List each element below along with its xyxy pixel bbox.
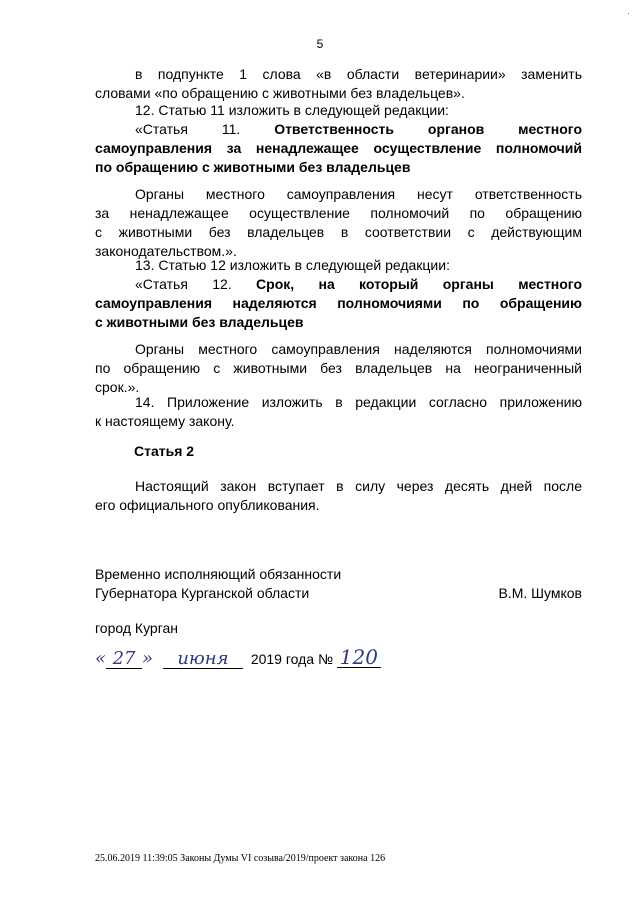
item-11-line1: в подпункте 1 слова «в области ветеринарии» заменить xyxy=(135,66,582,82)
article-12-heading-line2: самоуправления наделяются полномочиями по обращению xyxy=(95,295,582,311)
article-11-body-line1: Органы местного самоуправления несут ответственность xyxy=(135,186,582,202)
article-12-body-line1: Органы местного самоуправления наделяются полномочиями xyxy=(135,341,582,357)
item-14-line2: к настоящему закону. xyxy=(95,413,235,429)
article-11-body-line3: с животными без владельцев в соответствии с действующим xyxy=(95,224,582,240)
date-quote-open: « xyxy=(95,648,107,669)
article-2-line2: его официального опубликования. xyxy=(95,497,320,513)
item-13 xyxy=(95,256,582,332)
article-2-body xyxy=(95,477,582,515)
article-11-heading-line2: самоуправления за ненадлежащее осуществление полномочий xyxy=(95,140,582,156)
signer-position xyxy=(95,565,341,603)
article-12-heading-line1: «Статья 12. Срок, на который органы местного xyxy=(135,276,583,292)
article-12-body xyxy=(95,340,582,397)
article-12-heading-line3: с животными без владельцев xyxy=(95,314,304,330)
corner-mark: · xyxy=(627,8,630,18)
article-11-heading-line1: «Статья 11. Ответственность органов местного xyxy=(135,121,582,137)
article-11-heading-line3: по обращению с животными без владельцев xyxy=(95,159,411,175)
article-12-body-line3: срок.». xyxy=(95,379,140,395)
item-12-intro: 12. Статью 11 изложить в следующей редакции: xyxy=(135,102,449,118)
date-month: июня xyxy=(163,649,243,669)
article-11-body-line4: законодательством.». xyxy=(95,243,237,259)
item-11-text xyxy=(95,65,582,103)
date-day: 27 xyxy=(106,649,142,669)
item-14-line1: 14. Приложение изложить в редакции согласно приложению xyxy=(135,394,582,410)
signer-position-line1: Временно исполняющий обязанности xyxy=(95,566,342,582)
page-number: 5 xyxy=(316,37,324,51)
date-year: 2019 года № xyxy=(250,651,333,667)
item-12 xyxy=(95,101,582,177)
article-12-body-line2: по обращению с животными без владельцев на неограниченный xyxy=(95,360,582,376)
item-11-line2: словами «по обращению с животными без владельцев». xyxy=(95,85,465,101)
article-2-heading: Статья 2 xyxy=(134,443,195,459)
footer-note: 25.06.2019 11:39:05 Законы Думы VI созыва/2019/проект закона 126 xyxy=(95,853,386,864)
date-line xyxy=(95,645,381,669)
article-11-body xyxy=(95,185,582,261)
item-13-intro: 13. Статью 12 изложить в следующей редакции: xyxy=(135,257,450,273)
item-14 xyxy=(95,393,582,431)
signer-name: В.М. Шумков xyxy=(498,585,582,601)
article-11-body-line2: за ненадлежащее осуществление полномочий по обращению xyxy=(95,205,582,221)
article-2-line1: Настоящий закон вступает в силу через десять дней после xyxy=(135,478,582,494)
signer-position-line2: Губернатора Курганской области xyxy=(95,585,310,601)
date-quote-close: » xyxy=(142,648,154,669)
law-number: 120 xyxy=(337,648,381,668)
city: город Курган xyxy=(95,620,179,636)
